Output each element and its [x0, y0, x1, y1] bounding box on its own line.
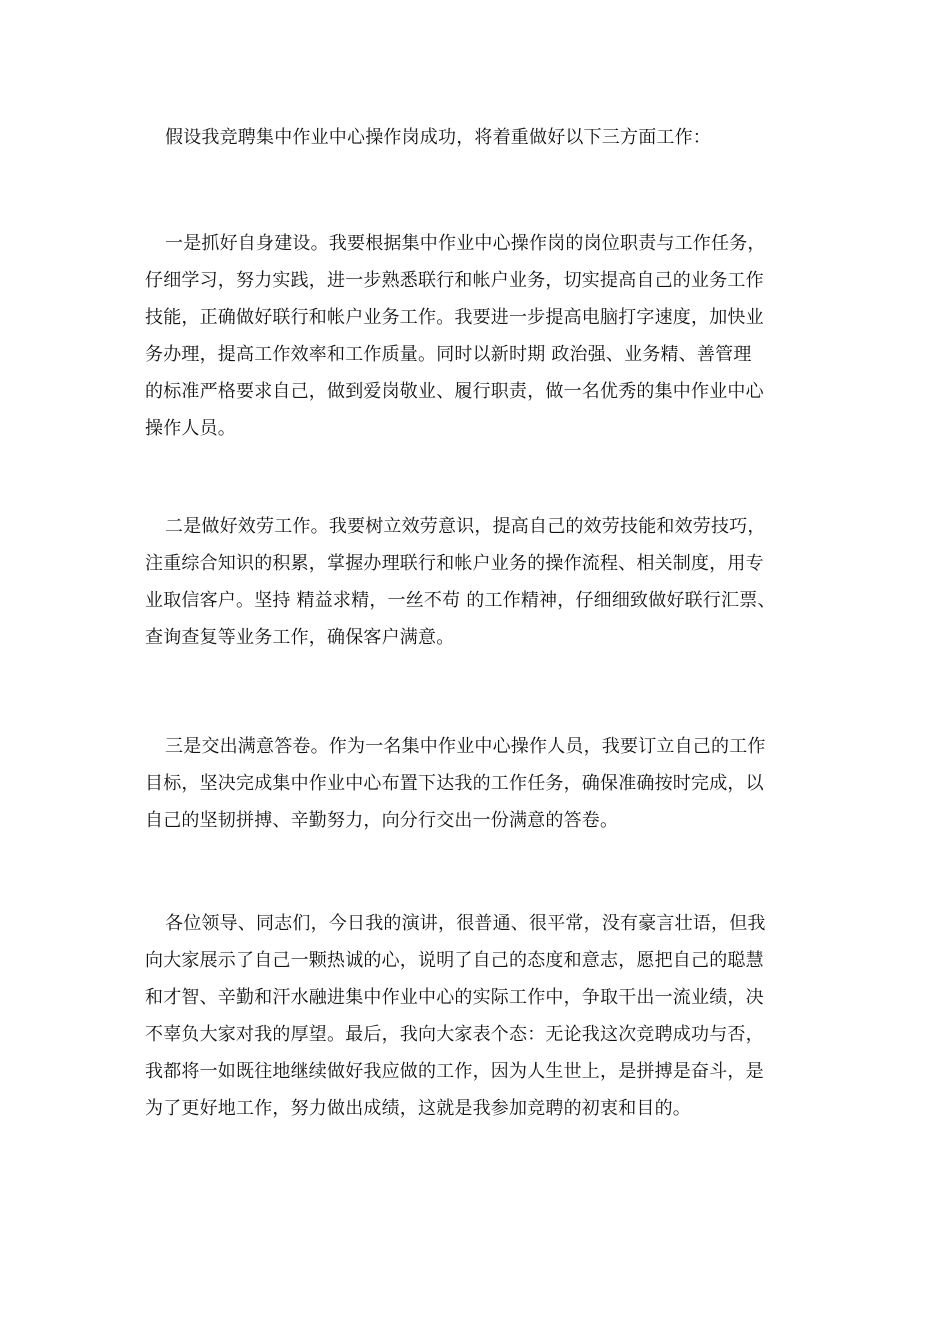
- paragraph-service: [145, 508, 815, 656]
- paragraph-line: 和才智、辛勤和汗水融进集中作业中心的实际工作中，争取干出一流业绩，决: [145, 987, 764, 1008]
- paragraph-line: 一是抓好自身建设。我要根据集中作业中心操作岗的岗位职责与工作任务，: [165, 233, 766, 254]
- paragraph-line: 操作人员。: [145, 418, 236, 439]
- paragraph-line: 向大家展示了自己一颗热诚的心，说明了自己的态度和意志，愿把自己的聪慧: [145, 950, 764, 971]
- paragraph-line: 技能，正确做好联行和帐户业务工作。我要进一步提高电脑打字速度，加快业: [145, 307, 764, 328]
- paragraph-line: 不辜负大家对我的厚望。最后，我向大家表个态：无论我这次竞聘成功与否，: [145, 1024, 764, 1045]
- paragraph-line: 务办理，提高工作效率和工作质量。同时以新时期 政治强、业务精、善管理: [145, 344, 752, 365]
- paragraph-intro: [145, 119, 815, 156]
- paragraph-line: 我都将一如既往地继续做好我应做的工作，因为人生世上，是拼搏是奋斗，是: [145, 1061, 764, 1082]
- paragraph-line: 的标准严格要求自己，做到爱岗敬业、履行职责，做一名优秀的集中作业中心: [145, 381, 764, 402]
- paragraph-line: 仔细学习，努力实践，进一步熟悉联行和帐户业务，切实提高自己的业务工作: [145, 270, 764, 291]
- paragraph-line: 为了更好地工作，努力做出成绩，这就是我参加竞聘的初衷和目的。: [145, 1098, 691, 1119]
- paragraph-closing: [145, 905, 815, 1127]
- paragraph-line: 三是交出满意答卷。作为一名集中作业中心操作人员，我要订立自己的工作: [165, 736, 766, 757]
- paragraph-line: 查询查复等业务工作，确保客户满意。: [145, 627, 455, 648]
- paragraph-line: 假设我竞聘集中作业中心操作岗成功，将着重做好以下三方面工作：: [165, 127, 711, 148]
- paragraph-line: 二是做好效劳工作。我要树立效劳意识，提高自己的效劳技能和效劳技巧，: [165, 516, 766, 537]
- paragraph-line: 业取信客户。坚持 精益求精，一丝不苟 的工作精神，仔细细致做好联行汇票、: [145, 590, 776, 611]
- paragraph-line: 各位领导、同志们，今日我的演讲，很普通、很平常，没有豪言壮语，但我: [165, 913, 766, 934]
- paragraph-line: 自己的坚韧拼搏、辛勤努力，向分行交出一份满意的答卷。: [145, 810, 619, 831]
- paragraph-line: 注重综合知识的积累，掌握办理联行和帐户业务的操作流程、相关制度，用专: [145, 553, 764, 574]
- paragraph-line: 目标，坚决完成集中作业中心布置下达我的工作任务，确保准确按时完成，以: [145, 773, 764, 794]
- paragraph-answer-sheet: [145, 728, 815, 839]
- paragraph-self-building: [145, 225, 815, 447]
